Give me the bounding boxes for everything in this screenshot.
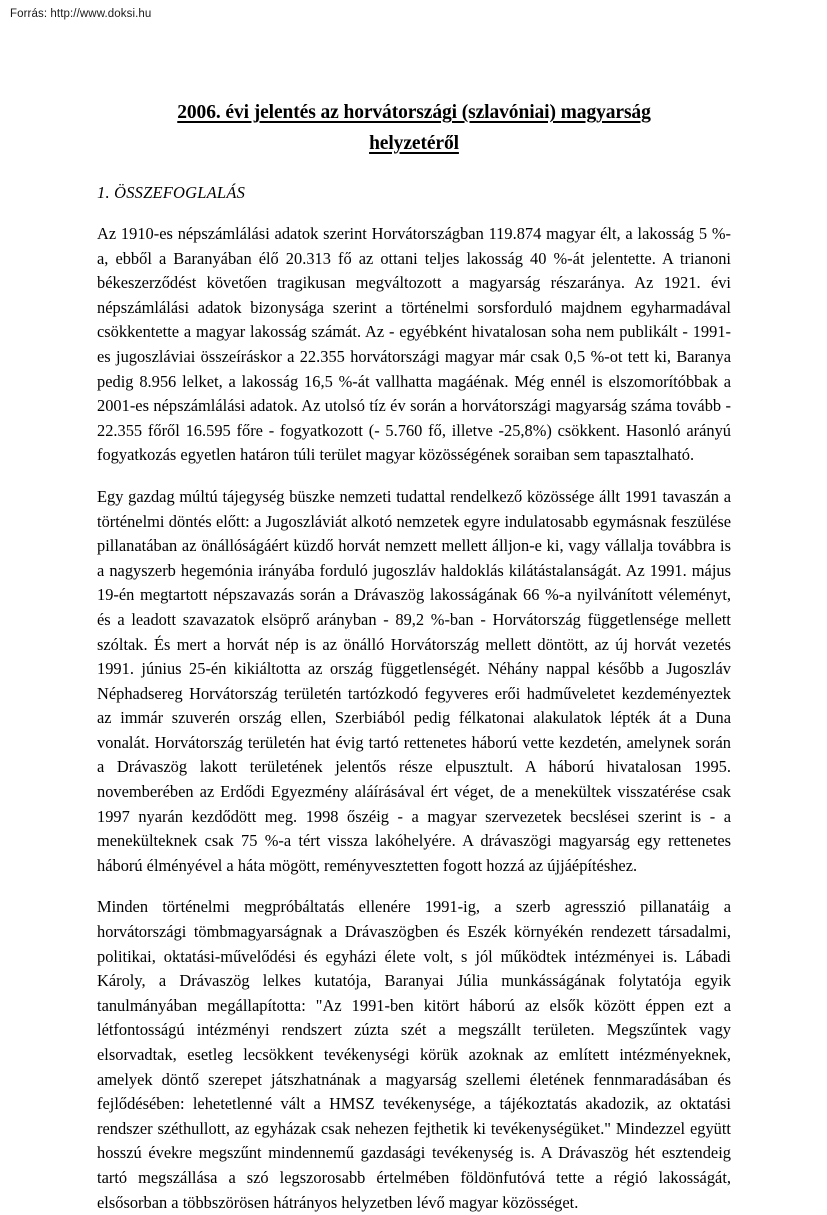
body-paragraph: Egy gazdag múltú tájegység büszke nemzeti tudattal rendelkező közössége állt 1991 tavaszán a történelmi döntés előtt: a Jugoszláviát alkotó nemzetek egyre indulatosabb egymásnak feszülése pillanatában az önállóságáért küzdő horvát nemzett mellett álljon-e ki, vagy vállalja továbbra is a nagyszerb hegemónia irányába forduló jugoszláv haldoklás kilátástalanságát. Az 1991. május 19-én megtartott népszavazás során a Drávaszög lakosságának 66 %-a nyilvánított véleményt, és a leadott szavazatok elsöprő arányban - 89,2 %-ban - Horvátország függetlensége mellett szóltak. És mert a horvát nép is az önálló Horvátország mellett döntött, az új horvát vezetés 1991. június 25-én kikiáltotta az ország függetlenségét. Néhány nappal később a Jugoszláv Néphadsereg Horvátország területén tartózkodó fegyveres erői hadműveletet kezdeményeztek az immár szuverén ország ellen, Szerbiából pedig félkatonai alakulatok lépték át a Duna vonalát. Horvátország területén hat évig tartó rettenetes háború vette kezdetén, amelynek során a Drávaszög lakott területének jelentős része elpusztult. A háború hivatalosan 1995. novemberében az Erdődi Egyezmény aláírásával ért véget, de a menekültek visszatérése csak 1997 nyarán kezdődött meg. 1998 őszéig - a magyar szervezetek becslései szerint is - a menekülteknek csak 75 %-a tért vissza lakóhelyére. A drávaszögi magyarság egy rettenetes háború élményével a háta mögött, reményvesztetten fogott hozzá az újjáépítéshez.: [97, 486, 731, 875]
document-title-block: [97, 98, 731, 159]
section-heading-summary: 1. ÖSSZEFOGLALÁS: [97, 183, 246, 202]
body-paragraph: Minden történelmi megpróbáltatás ellenére 1991-ig, a szerb agresszió pillanatáig a horvátországi tömbmagyarságnak a Drávaszögben és Eszék környékén rendezett társadalmi, politikai, oktatási-művelődési és egyházi élete volt, s jól működtek intézményei is. Lábadi Károly, a Drávaszög lelkes kutatója, Baranyai Júlia munkásságának folytatója egyik tanulmányában megállapította: "Az 1991-ben kitört háború az elsők között éppen ezt a létfontosságú intézményi rendszert zúzta szét a megszállt területen. Megszűntek vagy elsorvadtak, esetleg lecsökkent tevékenységi körük azoknak az említett intézményeknek, amelyek döntő szerepet játszhatnának a magyarság szellemi életének fennmaradásában és fejlődésében: lehetetlenné vált a HMSZ tevékenysége, a tájékoztatás akadozik, az oktatási rendszer széthullott, az egyházak csak nehezen fejthetik ki tevékenységüket." Mindezzel együtt hosszú évekre megszűnt mindennemű gazdasági tevékenység is. A Drávaszög hét esztendeig tartó megszállása a szó legszorosabb értelmében földönfutóvá tette a régió lakosságát, elsősorban a többszörösen hátrányos helyzetben lévő magyar közösséget.: [97, 897, 731, 1212]
source-url-header: Forrás: http://www.doksi.hu: [10, 8, 152, 20]
body-paragraph: Az 1910-es népszámlálási adatok szerint Horvátországban 119.874 magyar élt, a lakosság 5 %-a, ebből a Baranyában élő 20.313 fő az ottani teljes lakosság 40 %-át jelentette. A trianoni békeszerződést követően tragikusan megváltozott a magyarság részaránya. Az 1921. évi népszámlálási adatok bizonysága szerint a történelmi sorsforduló majdnem egyharmadával csökkentette a magyar lakosság számát. Az - egyébként hivatalosan soha nem publikált - 1991-es jugoszláviai összeíráskor a 22.355 horvátországi magyar már csak 0,5 %-ot tett ki, Baranya pedig 8.956 lelket, a lakosság 16,5 %-át vallhatta magáénak. Még ennél is elszomorítóbbak a 2001-es népszámlálási adatok. Az utolsó tíz év során a horvátországi magyarság száma tovább - 22.355 főről 16.595 főre - fogyatkozott (- 5.760 fő, illetve -25,8%) csökkent. Hasonló arányú fogyatkozás egyetlen határon túli terület magyar közösségének soraiban sem tapasztalható.: [97, 224, 731, 465]
document-body: [97, 222, 731, 1215]
document-title-line-1: 2006. évi jelentés az horvátországi (szlavóniai) magyarság: [177, 102, 651, 123]
page-title: [97, 98, 731, 159]
document-title-line-2: helyzetéről: [369, 133, 459, 154]
